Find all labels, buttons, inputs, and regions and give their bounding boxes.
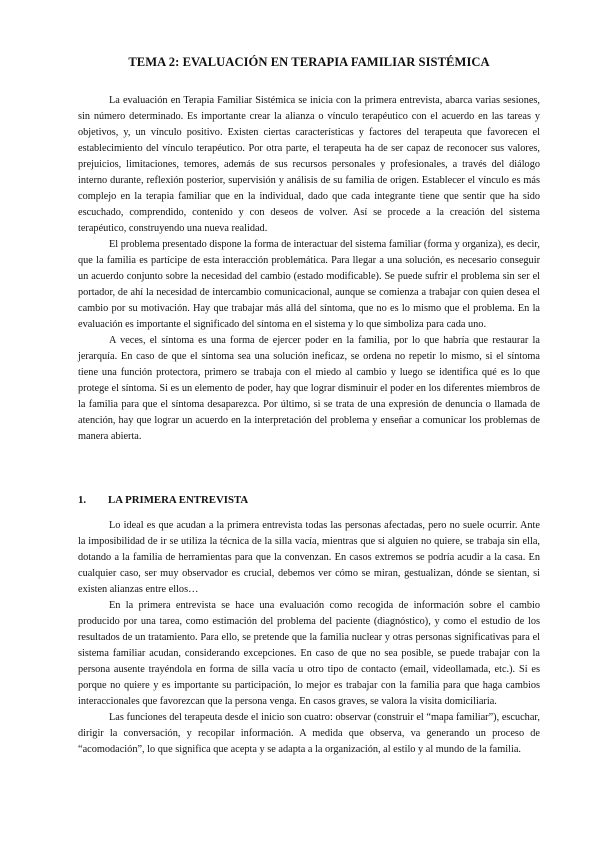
section-heading-primera-entrevista bbox=[78, 494, 540, 506]
document-title: TEMA 2: EVALUACIÓN EN TERAPIA FAMILIAR SISTÉMICA bbox=[128, 55, 490, 69]
section-primera-entrevista bbox=[78, 518, 540, 758]
intro-paragraph-3: A veces, el síntoma es una forma de ejercer poder en la familia, por lo que habría que restaurar la jerarquía. En caso de que el síntoma sea una solución ineficaz, se ordena no repetir lo mismo, si el síntoma tiene una función protectora, primero se trabaja con el miedo al cambio y luego se identifica qué es lo que protege el síntoma. Si es un elemento de poder, hay que lograr disminuir el poder en los diferentes miembros de la familia para que el síntoma desaparezca. Por último, si se trata de una expresión de denuncia o llamada de atención, hay que lograr un acuerdo en la interpretación del problema y enseñar a comunicar los problemas de manera abierta. bbox=[78, 335, 540, 442]
section-title: LA PRIMERA ENTREVISTA bbox=[108, 494, 249, 506]
section-number: 1. bbox=[78, 494, 87, 506]
section1-paragraph-1: Lo ideal es que acudan a la primera entrevista todas las personas afectadas, pero no suele ocurrir. Ante la imposibilidad de ir se utiliza la técnica de la silla vacía, mientras que si alguien no quiere, se trabaja sin ella, dotando a la familia de herramientas para que la convenzan. En casos extremos se podría acudir a la casa. En cualquier caso, ser muy observador es crucial, debemos ver cómo se miran, gestualizan, dónde se sientan, si existen alianzas entre ellos… bbox=[78, 520, 540, 595]
intro-paragraph-1: La evaluación en Terapia Familiar Sistémica se inicia con la primera entrevista, abarca varias sesiones, sin número determinado. Es importante crear la alianza o vínculo terapéutico con el acuerdo en las tareas y objetivos, y, un vínculo positivo. Existen ciertas características y factores del terapeuta que favorecen el establecimiento del vínculo terapéutico. Por otra parte, el terapeuta ha de ser capaz de reconocer sus valores, prejuicios, limitaciones, temores, además de sus recursos personales y profesionales, a través del diálogo interno durante, reflexión posterior, supervisión y análisis de su familia de origen. Establecer el vínculo es más complejo en la terapia familiar que en la individual, dado que cada integrante tiene que sentir que ha sido escuchado, comprendido, contenido y con deseos de volver. Así se procede a la creación del sistema terapéutico, construyendo una nueva realidad. bbox=[78, 95, 540, 234]
section1-paragraph-3: Las funciones del terapeuta desde el inicio son cuatro: observar (construir el “mapa familiar”), escuchar, dirigir la conversación, y recopilar información. A medida que observa, va generando un proceso de “acomodación”, lo que significa que acepta y se adapta a la organización, al estilo y al mundo de la familia. bbox=[78, 712, 540, 755]
section1-paragraph-2: En la primera entrevista se hace una evaluación como recogida de información sobre el cambio producido por una tarea, como estimación del problema del paciente (diagnóstico), y como el estudio de los resultados de un tratamiento. Para ello, se pretende que la familia nuclear y otras personas significativas para el sistema familiar acudan, considerando excepciones. En caso de que no sea posible, se puede trabajar con la persona ausente trayéndola en forma de silla vacía u otro tipo de contacto (email, videollamada, etc.). Si es porque no quiere y es importante su participación, lo mejor es trabajar con la familia para que haga cambios interaccionales que favorezcan que la persona venga. En casos graves, se valora la visita domiciliaria. bbox=[78, 600, 540, 707]
intro-section bbox=[78, 93, 540, 445]
intro-paragraph-2: El problema presentado dispone la forma de interactuar del sistema familiar (forma y organiza), es decir, que la familia es partícipe de esta interacción problemática. Para llegar a una solución, es necesario conseguir un acuerdo conjunto sobre la necesidad del cambio (estado modificable). Se puede sufrir el problema sin ser el portador, de ahí la necesidad de intercambio comunicacional, aunque se comienza a trabajar con quien desea el cambio por su motivación. Hay que trabajar más allá del síntoma, que no es lo mismo que el problema. En la evaluación es importante el significado del síntoma en el sistema y lo que simboliza para cada uno. bbox=[78, 239, 540, 330]
